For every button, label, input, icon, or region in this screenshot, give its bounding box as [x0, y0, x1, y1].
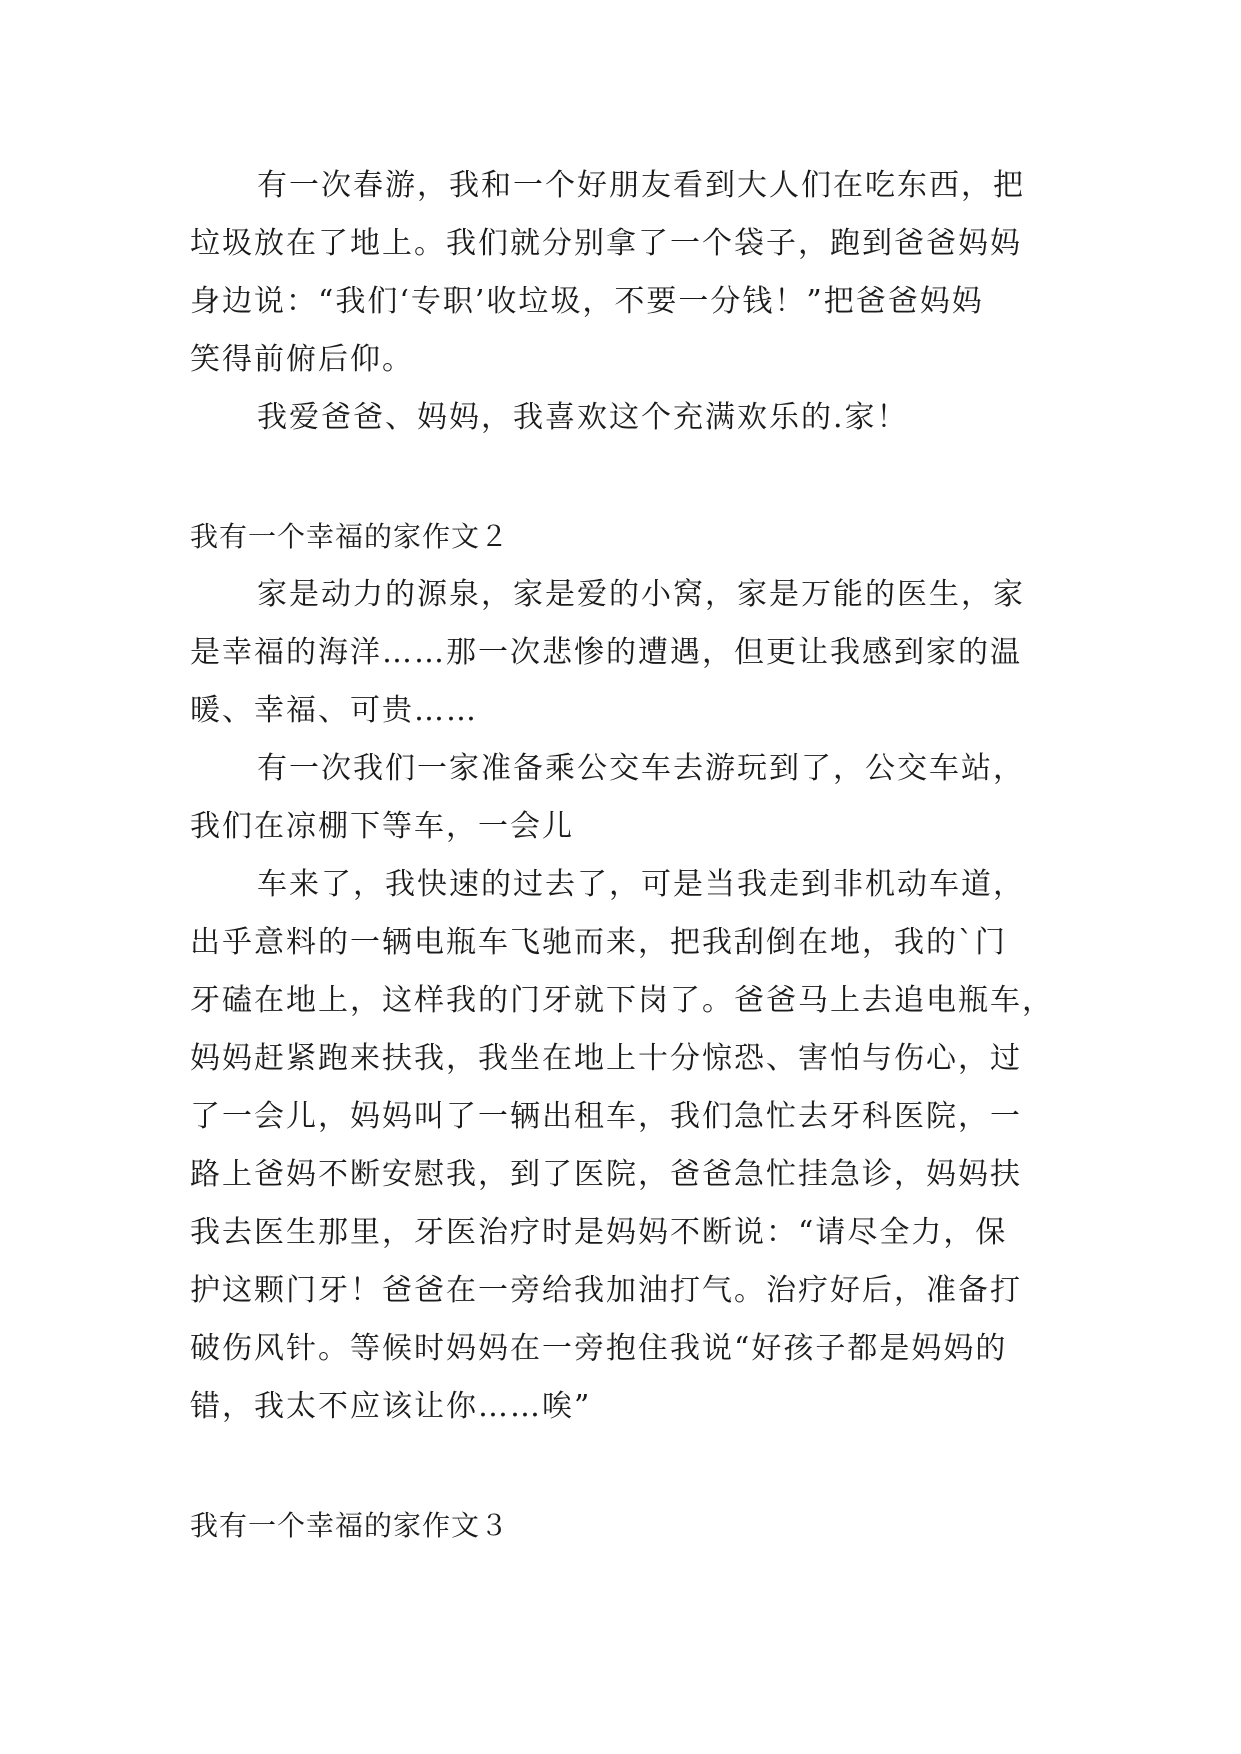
text-line: 暖、幸福、可贵…… [190, 693, 478, 728]
text-line: 路上爸妈不断安慰我，到了医院，爸爸急忙挂急诊，妈妈扶 [190, 1157, 1022, 1192]
text-line: 牙磕在地上，这样我的门牙就下岗了。爸爸马上去追电瓶车， [190, 983, 1054, 1018]
text-line: 护这颗门牙！爸爸在一旁给我加油打气。治疗好后，准备打 [190, 1273, 1022, 1308]
text-line: 有一次春游，我和一个好朋友看到大人们在吃东西，把 [257, 168, 1025, 203]
text-line: 身边说：“我们‘专职’收垃圾，不要一分钱！”把爸爸妈妈 [190, 284, 984, 319]
text-line: 出乎意料的一辆电瓶车飞驰而来，把我刮倒在地，我的`门 [190, 925, 1007, 960]
text-line: 垃圾放在了地上。我们就分别拿了一个袋子，跑到爸爸妈妈 [190, 226, 1022, 261]
text-line: 破伤风针。等候时妈妈在一旁抱住我说“好孩子都是妈妈的 [190, 1331, 1008, 1366]
text-line: 我去医生那里，牙医治疗时是妈妈不断说：“请尽全力，保 [190, 1215, 1008, 1250]
text-line: 我爱爸爸、妈妈，我喜欢这个充满欢乐的.家！ [257, 400, 909, 435]
text-line: 我们在凉棚下等车，一会儿 [190, 809, 574, 844]
section-heading: 我有一个幸福的家作文２ [190, 520, 510, 553]
text-line: 家是动力的源泉，家是爱的小窝，家是万能的医生，家 [257, 577, 1025, 612]
text-line: 笑得前俯后仰。 [190, 342, 414, 377]
text-line: 了一会儿，妈妈叫了一辆出租车，我们急忙去牙科医院，一 [190, 1099, 1022, 1134]
section-heading: 我有一个幸福的家作文３ [190, 1509, 510, 1542]
text-line: 错，我太不应该让你……唉” [190, 1389, 592, 1424]
text-line: 是幸福的海洋……那一次悲惨的遭遇，但更让我感到家的温 [190, 635, 1022, 670]
text-line: 车来了，我快速的过去了，可是当我走到非机动车道， [257, 867, 1025, 902]
text-line: 有一次我们一家准备乘公交车去游玩到了，公交车站， [257, 751, 1025, 786]
text-line: 妈妈赶紧跑来扶我，我坐在地上十分惊恐、害怕与伤心，过 [190, 1041, 1022, 1076]
